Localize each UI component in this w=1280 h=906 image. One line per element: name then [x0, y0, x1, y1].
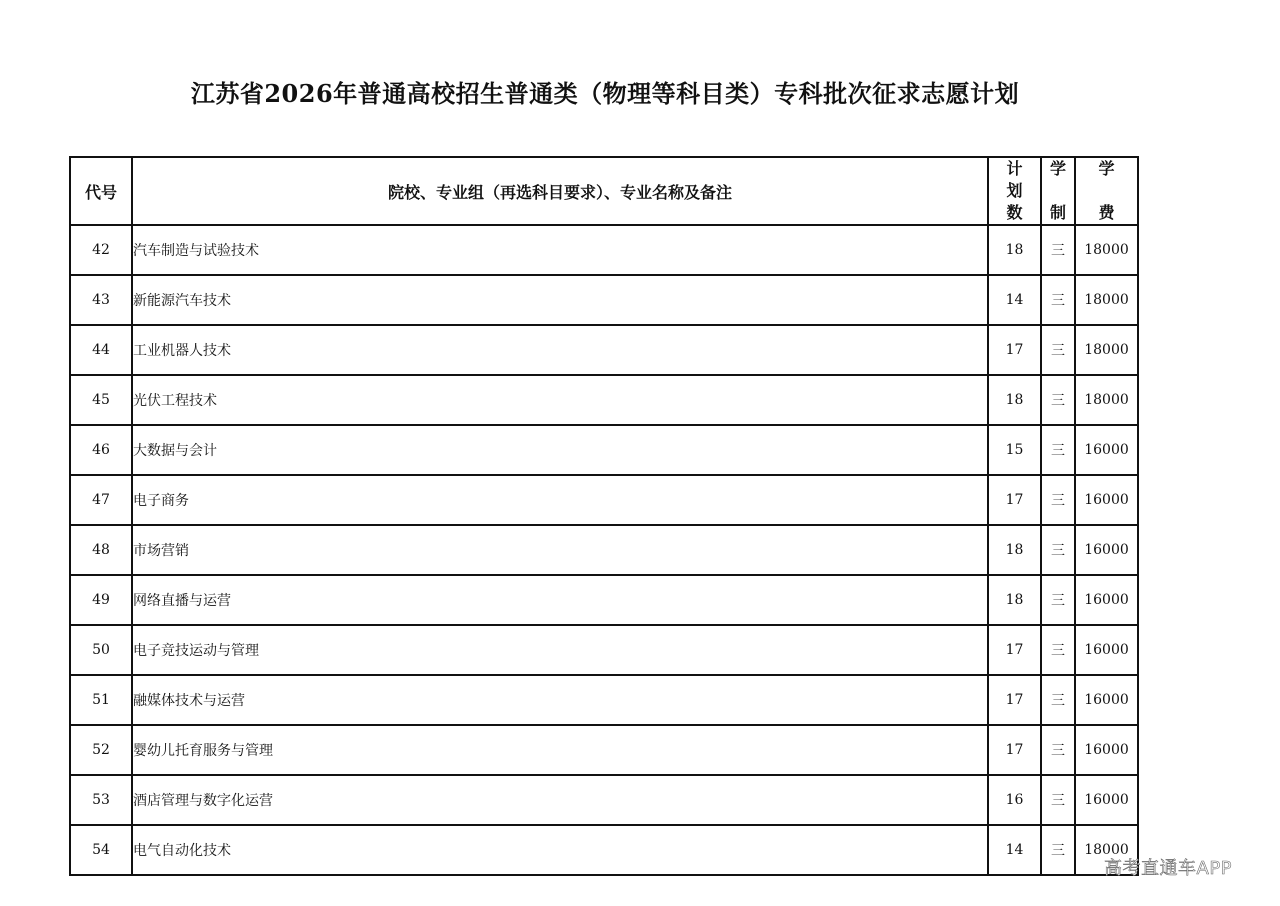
table-row — [70, 225, 1138, 275]
cell-name: 市场营销 — [132, 525, 988, 575]
cell-name: 汽车制造与试验技术 — [132, 225, 988, 275]
cell-plan: 17 — [988, 725, 1041, 775]
table-row — [70, 375, 1138, 425]
header-plan — [988, 157, 1041, 225]
header-plan-char: 计 — [1006, 159, 1023, 178]
cell-plan: 17 — [988, 325, 1041, 375]
header-fee-char: 费 — [1098, 203, 1115, 222]
cell-name: 融媒体技术与运营 — [132, 675, 988, 725]
cell-length: 三 — [1041, 825, 1075, 875]
cell-plan: 17 — [988, 625, 1041, 675]
enrollment-plan-table — [69, 156, 1139, 876]
cell-code: 53 — [70, 775, 132, 825]
cell-code: 52 — [70, 725, 132, 775]
cell-length: 三 — [1041, 375, 1075, 425]
cell-length: 三 — [1041, 275, 1075, 325]
cell-fee: 16000 — [1075, 775, 1138, 825]
cell-code: 43 — [70, 275, 132, 325]
table-row — [70, 475, 1138, 525]
cell-plan: 17 — [988, 475, 1041, 525]
cell-name: 新能源汽车技术 — [132, 275, 988, 325]
cell-fee: 16000 — [1075, 675, 1138, 725]
header-length — [1041, 157, 1075, 225]
table-row — [70, 275, 1138, 325]
cell-code: 42 — [70, 225, 132, 275]
cell-length: 三 — [1041, 775, 1075, 825]
table-row — [70, 775, 1138, 825]
cell-code: 54 — [70, 825, 132, 875]
table-row — [70, 325, 1138, 375]
cell-length: 三 — [1041, 325, 1075, 375]
cell-fee: 16000 — [1075, 425, 1138, 475]
cell-length: 三 — [1041, 525, 1075, 575]
cell-plan: 16 — [988, 775, 1041, 825]
cell-code: 45 — [70, 375, 132, 425]
header-length-char: 制 — [1049, 203, 1066, 222]
cell-code: 46 — [70, 425, 132, 475]
header-plan-char: 划 — [1006, 181, 1023, 200]
cell-plan: 14 — [988, 825, 1041, 875]
cell-name: 电气自动化技术 — [132, 825, 988, 875]
cell-name: 酒店管理与数字化运营 — [132, 775, 988, 825]
cell-length: 三 — [1041, 625, 1075, 675]
cell-code: 50 — [70, 625, 132, 675]
cell-name: 大数据与会计 — [132, 425, 988, 475]
header-fee-char: 学 — [1098, 159, 1115, 178]
cell-fee: 16000 — [1075, 725, 1138, 775]
cell-name: 工业机器人技术 — [132, 325, 988, 375]
watermark-logo-text: 高考直通车APP — [1104, 858, 1233, 879]
cell-length: 三 — [1041, 475, 1075, 525]
cell-plan: 18 — [988, 225, 1041, 275]
cell-length: 三 — [1041, 725, 1075, 775]
cell-plan: 18 — [988, 375, 1041, 425]
cell-fee: 16000 — [1075, 575, 1138, 625]
cell-fee: 18000 — [1075, 375, 1138, 425]
cell-code: 51 — [70, 675, 132, 725]
table-row — [70, 725, 1138, 775]
cell-fee: 18000 — [1075, 275, 1138, 325]
cell-plan: 17 — [988, 675, 1041, 725]
table-row — [70, 625, 1138, 675]
table-header-row — [70, 157, 1138, 225]
table-row — [70, 825, 1138, 875]
cell-plan: 18 — [988, 575, 1041, 625]
cell-length: 三 — [1041, 675, 1075, 725]
cell-code: 49 — [70, 575, 132, 625]
cell-name: 光伏工程技术 — [132, 375, 988, 425]
table-row — [70, 525, 1138, 575]
table-row — [70, 425, 1138, 475]
cell-name: 婴幼儿托育服务与管理 — [132, 725, 988, 775]
cell-length: 三 — [1041, 425, 1075, 475]
cell-length: 三 — [1041, 225, 1075, 275]
cell-length: 三 — [1041, 575, 1075, 625]
cell-code: 44 — [70, 325, 132, 375]
cell-fee: 16000 — [1075, 475, 1138, 525]
cell-plan: 18 — [988, 525, 1041, 575]
cell-name: 电子竞技运动与管理 — [132, 625, 988, 675]
cell-code: 47 — [70, 475, 132, 525]
header-name: 院校、专业组（再选科目要求）、专业名称及备注 — [132, 157, 988, 225]
table-row — [70, 675, 1138, 725]
cell-fee: 16000 — [1075, 625, 1138, 675]
cell-plan: 14 — [988, 275, 1041, 325]
cell-fee: 16000 — [1075, 525, 1138, 575]
table-row — [70, 575, 1138, 625]
cell-name: 电子商务 — [132, 475, 988, 525]
cell-fee: 18000 — [1075, 325, 1138, 375]
cell-plan: 15 — [988, 425, 1041, 475]
document-title: 江苏省2026年普通高校招生普通类（物理等科目类）专科批次征求志愿计划 — [190, 79, 1020, 108]
cell-fee: 18000 — [1075, 825, 1138, 875]
cell-fee: 18000 — [1075, 225, 1138, 275]
header-length-char: 学 — [1049, 159, 1066, 178]
header-code: 代号 — [70, 157, 132, 225]
header-plan-char: 数 — [1006, 203, 1023, 222]
cell-name: 网络直播与运营 — [132, 575, 988, 625]
cell-code: 48 — [70, 525, 132, 575]
header-fee — [1075, 157, 1138, 225]
